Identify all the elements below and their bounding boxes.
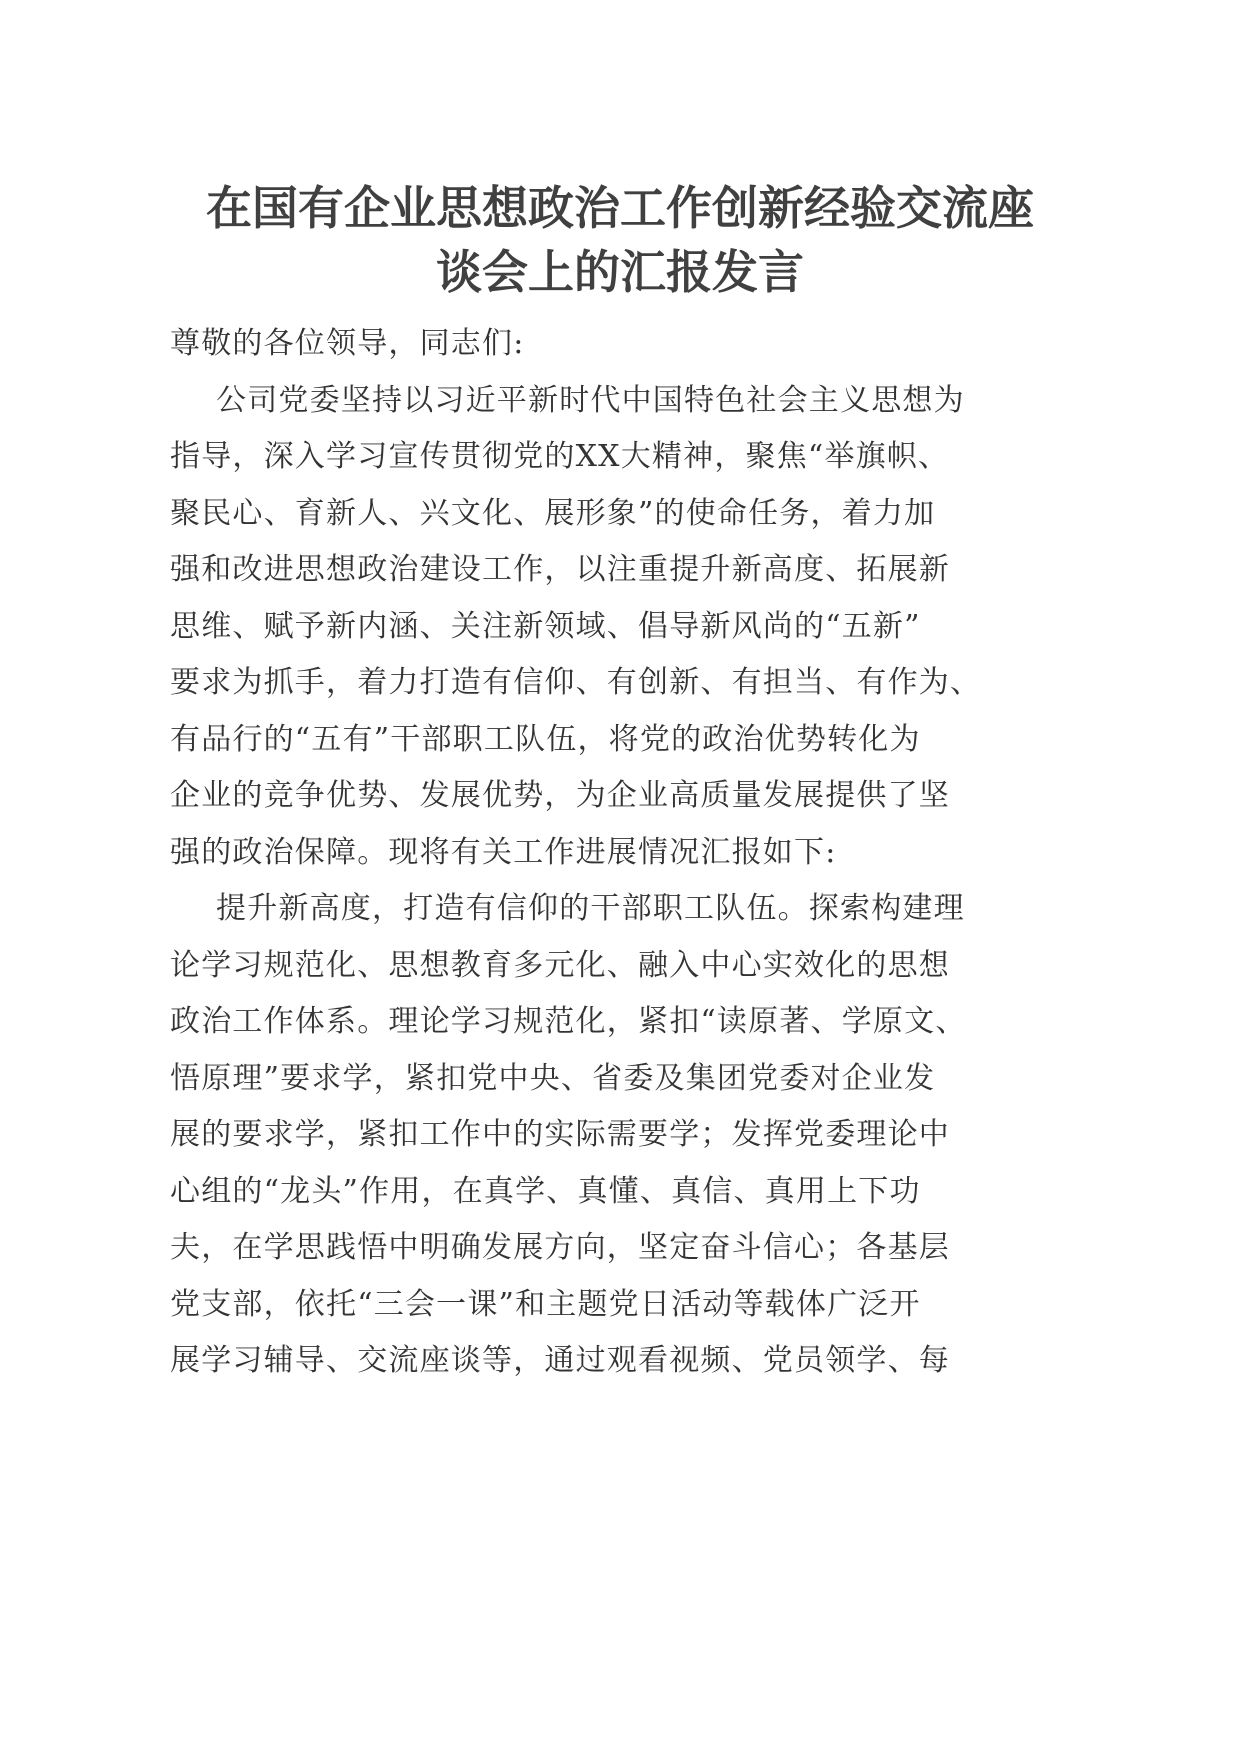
paragraph-line: 要求为抓手，着力打造有信仰、有创新、有担当、有作为、 <box>170 665 982 700</box>
paragraph-line: 悟原理”要求学，紧扣党中央、省委及集团党委对企业发 <box>170 1060 936 1096</box>
paragraph-line: 夫，在学思践悟中明确发展方向，坚定奋斗信心；各基层 <box>170 1230 950 1265</box>
document-body <box>170 316 982 1390</box>
paragraph-line: 聚民心、育新人、兴文化、展形象”的使命任务，着力加 <box>170 495 936 531</box>
paragraph-line: 思维、赋予新内涵、关注新领域、倡导新风尚的“五新” <box>170 608 921 644</box>
paragraph-line: 有品行的“五有”干部职工队伍，将党的政治优势转化为 <box>170 721 921 757</box>
paragraph-line: 展的要求学，紧扣工作中的实际需要学；发挥党委理论中 <box>170 1117 950 1152</box>
paragraph-line: 展学习辅导、交流座谈等，通过观看视频、党员领学、每 <box>170 1343 950 1378</box>
paragraph-line: 企业的竞争优势、发展优势，为企业高质量发展提供了坚 <box>170 778 950 813</box>
paragraph-line: 论学习规范化、思想教育多元化、融入中心实效化的思想 <box>170 947 950 983</box>
paragraph-line: 指导，深入学习宣传贯彻党的XX大精神，聚焦“举旗帜、 <box>170 439 950 474</box>
title-line-1: 在国有企业思想政治工作创新经验交流座 <box>206 181 1034 235</box>
paragraph-2 <box>170 881 967 1390</box>
paragraph-1 <box>170 373 982 882</box>
paragraph-line: 心组的“龙头”作用，在真学、真懂、真信、真用上下功 <box>170 1173 921 1209</box>
document-title <box>170 176 1070 304</box>
paragraph-line: 提升新高度，打造有信仰的干部职工队伍。探索构建理 <box>216 891 965 926</box>
paragraph-line: 政治工作体系。理论学习规范化，紧扣“读原著、学原文、 <box>170 1004 967 1039</box>
paragraph-line: 强的政治保障。现将有关工作进展情况汇报如下: <box>170 834 837 870</box>
paragraph-line: 强和改进思想政治建设工作，以注重提升新高度、拓展新 <box>170 552 950 587</box>
paragraph-line: 党支部，依托“三会一课”和主题党日活动等载体广泛开 <box>170 1286 921 1322</box>
salutation: 尊敬的各位领导，同志们: <box>170 326 525 361</box>
paragraph-line: 公司党委坚持以习近平新时代中国特色社会主义思想为 <box>216 382 965 418</box>
title-line-2: 谈会上的汇报发言 <box>436 245 804 299</box>
